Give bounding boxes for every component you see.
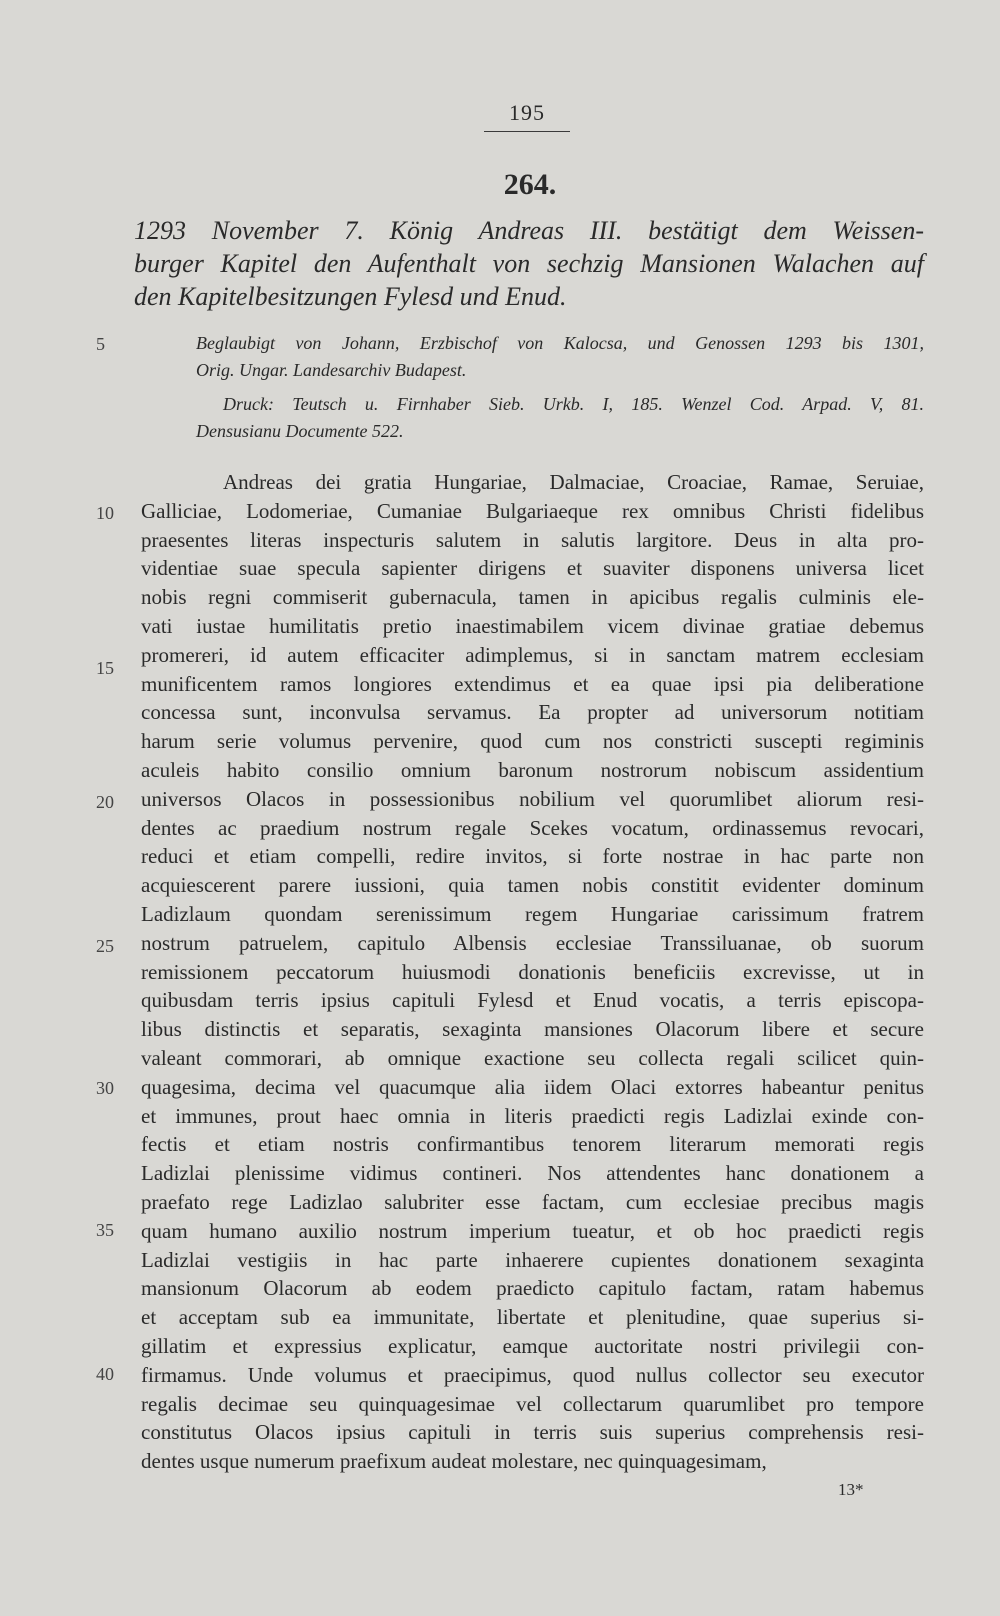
body-line: et immunes, prout haec omnia in literis praedicti regis Ladizlai exinde con- bbox=[141, 1103, 924, 1128]
body-line: fectis et etiam nostris confirmantibus tenorem literarum memorati regis bbox=[141, 1132, 924, 1157]
line-number: 10 bbox=[96, 503, 114, 523]
line-number: 20 bbox=[96, 792, 114, 812]
body-line: gillatim et expressius explicatur, eamque auctoritate nostri privilegii con- bbox=[141, 1334, 924, 1358]
body-line: praefato rege Ladizlao salubriter esse factam, cum ecclesiae precibus magis bbox=[141, 1190, 924, 1214]
body-line: Ladizlai vestigiis in hac parte inhaerere cupientes donationem sexaginta bbox=[141, 1247, 924, 1272]
heading-line: 1293 November 7. König Andreas III. bestätigt dem Weissen- bbox=[134, 216, 924, 245]
body-line: et acceptam sub ea immunitate, libertate et plenitudine, quae superius si- bbox=[141, 1305, 924, 1330]
body-line: nobis regni commiserit gubernacula, tamen in apicibus regalis culminis ele- bbox=[141, 585, 924, 610]
signature-mark: 13* bbox=[838, 1480, 864, 1499]
body-line: videntiae suae specula sapienter dirigens et suaviter disponens universa licet bbox=[141, 556, 924, 581]
source-line: Densusianu Documente 522. bbox=[196, 421, 404, 441]
body-line: concessa sunt, inconvulsa servamus. Ea propter ad universorum notitiam bbox=[141, 700, 924, 725]
body-line: universos Olacos in possessionibus nobilium vel quorumlibet aliorum resi- bbox=[141, 786, 924, 811]
body-line: quibusdam terris ipsius capituli Fylesd et Enud vocatis, a terris episcopa- bbox=[141, 988, 924, 1013]
body-line: acquiescerent parere iussioni, quia tamen nobis constitit evidenter dominum bbox=[141, 873, 924, 898]
body-line: munificentem ramos longiores extendimus et ea quae ipsi pia deliberatione bbox=[141, 671, 924, 696]
body-line: Andreas dei gratia Hungariae, Dalmaciae, Croaciae, Ramae, Seruiae, bbox=[223, 470, 924, 494]
body-line: Ladizlai plenissime vidimus contineri. Nos attendentes hanc donationem a bbox=[141, 1161, 924, 1186]
body-line: dentes usque numerum praefixum audeat molestare, nec quinquagesimam, bbox=[141, 1449, 767, 1474]
body-line: aculeis habito consilio omnium baronum nostrorum nobiscum assidentium bbox=[141, 758, 924, 782]
page-number-rule bbox=[484, 131, 570, 132]
body-line: constitutus Olacos ipsius capituli in terris suis superius comprehensis resi- bbox=[141, 1420, 924, 1445]
page-number: 195 bbox=[509, 100, 545, 125]
body-line: valeant commorari, ab omnique exactione seu collecta regali scilicet quin- bbox=[141, 1046, 924, 1070]
body-line: harum serie volumus pervenire, quod cum nos constricti suscepti regiminis bbox=[141, 729, 924, 754]
body-line: quam humano auxilio nostrum imperium tueatur, et ob hoc praedicti regis bbox=[141, 1218, 924, 1243]
body-line: remissionem peccatorum huiusmodi donationis beneficiis excrevisse, ut in bbox=[141, 959, 924, 984]
line-number: 40 bbox=[96, 1364, 114, 1384]
document-number: 264. bbox=[503, 168, 557, 201]
body-line: libus distinctis et separatis, sexaginta mansiones Olacorum libere et secure bbox=[141, 1017, 924, 1042]
line-number: 25 bbox=[96, 936, 114, 956]
body-line: vati iustae humilitatis pretio inaestimabilem vicem divinae gratiae debemus bbox=[141, 614, 924, 638]
body-line: promereri, id autem efficaciter adimplemus, si in sanctam matrem ecclesiam bbox=[141, 642, 924, 667]
body-line: quagesima, decima vel quacumque alia iidem Olaci extorres habeantur penitus bbox=[141, 1074, 924, 1099]
heading-line: burger Kapitel den Aufenthalt von sechzig Mansionen Walachen auf bbox=[134, 249, 924, 278]
line-number: 35 bbox=[96, 1220, 114, 1240]
body-line: mansionum Olacorum ab eodem praedicto capitulo factam, ratam habemus bbox=[141, 1276, 924, 1301]
line-number: 30 bbox=[96, 1078, 114, 1098]
body-line: reduci et etiam compelli, redire invitos, si forte nostrae in hac parte non bbox=[141, 844, 924, 869]
body-line: dentes ac praedium nostrum regale Scekes vocatum, ordinassemus revocari, bbox=[141, 815, 924, 840]
source-line: Beglaubigt von Johann, Erzbischof von Kalocsa, und Genossen 1293 bis 1301, bbox=[196, 333, 924, 353]
body-line: regalis decimae seu quinquagesimae vel collectarum quarumlibet pro tempore bbox=[141, 1391, 924, 1416]
body-line: nostrum patruelem, capitulo Albensis ecclesiae Transsiluanae, ob suorum bbox=[141, 930, 924, 955]
source-line: Orig. Ungar. Landesarchiv Budapest. bbox=[196, 360, 467, 380]
body-line: Galliciae, Lodomeriae, Cumaniae Bulgariaeque rex omnibus Christi fidelibus bbox=[141, 498, 924, 523]
source-line: Druck: Teutsch u. Firnhaber Sieb. Urkb. I, 185. Wenzel Cod. Arpad. V, 81. bbox=[223, 394, 924, 414]
line-number: 5 bbox=[96, 334, 105, 354]
body-line: Ladizlaum quondam serenissimum regem Hungariae carissimum fratrem bbox=[141, 902, 924, 926]
heading-line: den Kapitelbesitzungen Fylesd und Enud. bbox=[134, 282, 567, 311]
body-line: praesentes literas inspecturis salutem in salutis largitore. Deus in alta pro- bbox=[141, 527, 924, 552]
body-line: firmamus. Unde volumus et praecipimus, quod nullus collector seu executor bbox=[141, 1362, 924, 1387]
line-number: 15 bbox=[96, 658, 114, 678]
